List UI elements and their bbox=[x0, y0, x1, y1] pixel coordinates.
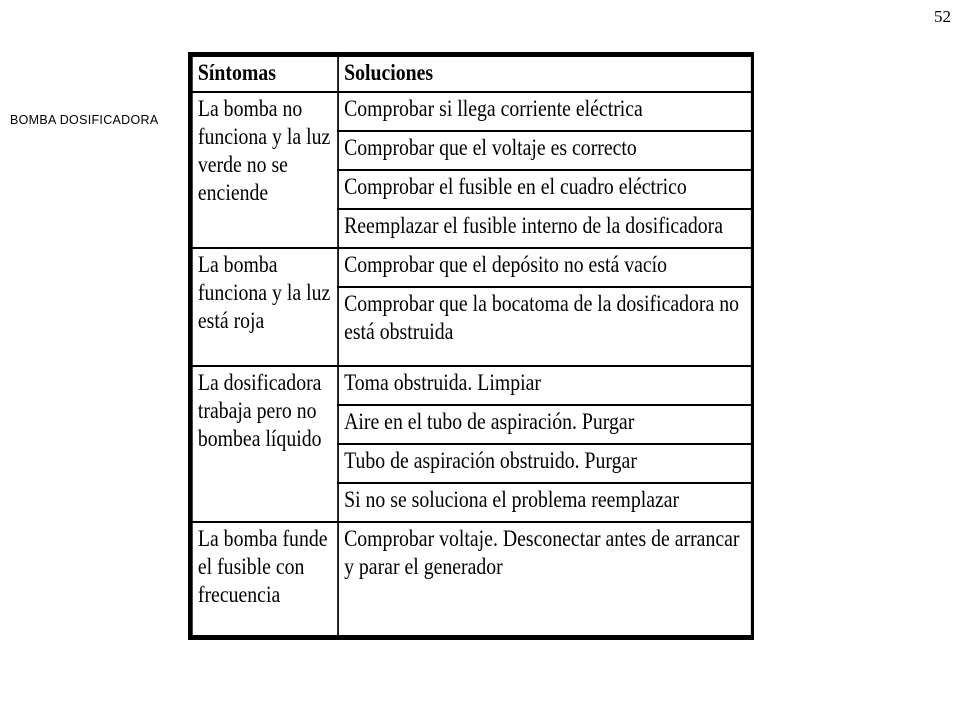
symptom-cell: La dosificadora trabaja pero no bombea líquido bbox=[192, 366, 338, 522]
symptom-cell: La bomba funde el fusible con frecuencia bbox=[192, 522, 338, 636]
table-bottom-border bbox=[188, 637, 754, 640]
solution-cell: Comprobar que el voltaje es correcto bbox=[338, 131, 752, 170]
table-header-row bbox=[192, 56, 752, 92]
table-row bbox=[192, 92, 752, 131]
solution-cell: Toma obstruida. Limpiar bbox=[338, 366, 752, 405]
troubleshooting-table bbox=[191, 55, 753, 637]
solution-cell: Comprobar que el depósito no está vacío bbox=[338, 248, 752, 287]
table-row bbox=[192, 522, 752, 636]
solution-cell: Reemplazar el fusible interno de la dosificadora bbox=[338, 209, 752, 248]
symptom-cell: La bomba funciona y la luz está roja bbox=[192, 248, 338, 365]
solution-cell: Tubo de aspiración obstruido. Purgar bbox=[338, 444, 752, 483]
solution-cell: Si no se soluciona el problema reemplazar bbox=[338, 483, 752, 522]
solution-cell: Comprobar voltaje. Desconectar antes de arrancar y parar el generador bbox=[338, 522, 752, 636]
solution-cell: Aire en el tubo de aspiración. Purgar bbox=[338, 405, 752, 444]
table-row bbox=[192, 248, 752, 287]
solution-cell: Comprobar que la bocatoma de la dosificadora no está obstruida bbox=[338, 287, 752, 365]
troubleshooting-table-image bbox=[188, 52, 754, 640]
solution-cell: Comprobar si llega corriente eléctrica bbox=[338, 92, 752, 131]
page-number: 52 bbox=[934, 7, 951, 26]
header-symptoms: Síntomas bbox=[192, 56, 338, 92]
symptom-cell: La bomba no funciona y la luz verde no se enciende bbox=[192, 92, 338, 248]
table-row bbox=[192, 366, 752, 405]
solution-cell: Comprobar el fusible en el cuadro eléctrico bbox=[338, 170, 752, 209]
section-label: BOMBA DOSIFICADORA bbox=[10, 113, 159, 127]
header-solutions: Soluciones bbox=[338, 56, 752, 92]
